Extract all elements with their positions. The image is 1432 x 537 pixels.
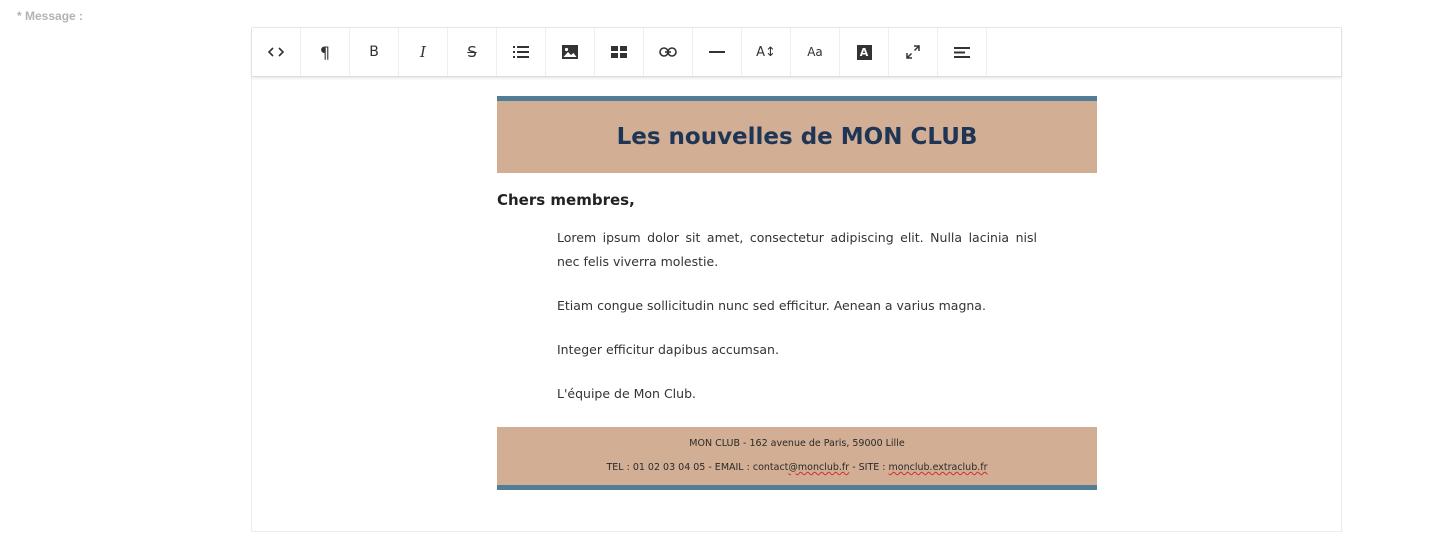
footer-email-domain: @monclub.fr xyxy=(788,462,850,473)
paragraph-button[interactable] xyxy=(301,28,350,76)
bold-button[interactable] xyxy=(350,28,399,76)
fullscreen-button[interactable] xyxy=(889,28,938,76)
horizontal-rule-button[interactable] xyxy=(693,28,742,76)
align-left-icon xyxy=(954,47,970,58)
font-color-button[interactable] xyxy=(840,28,889,76)
paragraph-3: Integer efficitur dapibus accumsan. xyxy=(557,342,779,357)
newsletter-footer xyxy=(497,427,1097,490)
expand-icon xyxy=(906,45,920,59)
paragraph-icon: ¶ xyxy=(319,42,331,62)
list-icon xyxy=(513,46,529,58)
footer-site: monclub.extraclub.fr xyxy=(888,462,988,473)
list-button[interactable] xyxy=(497,28,546,76)
font-color-icon xyxy=(857,45,872,60)
font-size-icon: A↕ xyxy=(756,44,776,60)
font-family-button[interactable] xyxy=(791,28,840,76)
font-color-glyph: A xyxy=(859,45,869,59)
paragraph-2: Etiam congue sollicitudin nunc sed efficitur. Aenean a varius magna. xyxy=(557,298,986,313)
footer-contact xyxy=(606,456,987,480)
image-icon xyxy=(562,45,578,59)
greeting: Chers membres, xyxy=(497,191,635,209)
paragraph-1: Lorem ipsum dolor sit amet, consectetur adipiscing elit. Nulla lacinia nisl nec felis viverra molestie. xyxy=(557,230,1037,269)
font-family-icon: Aa xyxy=(807,45,823,59)
image-button[interactable] xyxy=(546,28,595,76)
editor-toolbar xyxy=(252,28,1341,77)
footer-address: MON CLUB - 162 avenue de Paris, 59000 Lille xyxy=(689,438,905,449)
font-size-button[interactable] xyxy=(742,28,791,76)
italic-icon: I xyxy=(420,43,426,61)
bold-icon: B xyxy=(369,44,379,60)
newsletter-header xyxy=(497,96,1097,173)
horizontal-rule-icon xyxy=(709,50,725,54)
table-icon xyxy=(611,46,627,58)
code-view-button[interactable] xyxy=(252,28,301,76)
strikethrough-button[interactable] xyxy=(448,28,497,76)
link-button[interactable] xyxy=(644,28,693,76)
code-icon xyxy=(267,46,285,58)
newsletter-title: Les nouvelles de MON CLUB xyxy=(616,124,978,150)
link-icon xyxy=(659,47,677,57)
align-button[interactable] xyxy=(938,28,987,76)
message-field-label: * Message : xyxy=(17,9,84,23)
editor-content[interactable] xyxy=(497,96,1097,490)
table-button[interactable] xyxy=(595,28,644,76)
rich-text-editor xyxy=(251,27,1342,532)
strikethrough-icon: S xyxy=(467,43,477,61)
italic-button[interactable] xyxy=(399,28,448,76)
footer-site-label: - SITE : xyxy=(849,462,889,473)
footer-tel-email: TEL : 01 02 03 04 05 - EMAIL : contact xyxy=(606,462,789,473)
signature: L'équipe de Mon Club. xyxy=(557,386,696,401)
newsletter-body xyxy=(557,226,1037,406)
